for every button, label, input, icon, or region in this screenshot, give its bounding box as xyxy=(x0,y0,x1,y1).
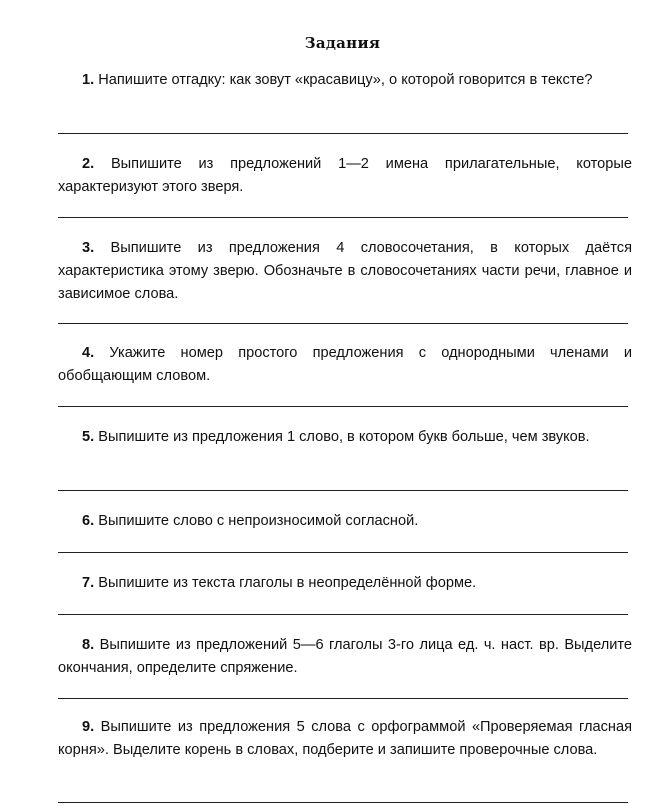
task-3 xyxy=(58,237,632,306)
task-number: 3. xyxy=(82,240,95,256)
task-text: Выпишите из текста глаголы в неопределённой форме. xyxy=(98,575,477,591)
task-number: 2. xyxy=(82,156,95,172)
answer-line[interactable] xyxy=(58,552,628,553)
task-number: 8. xyxy=(82,637,95,653)
task-text: Выпишите слово с непроизносимой согласной. xyxy=(98,513,419,529)
answer-line[interactable] xyxy=(58,802,628,803)
task-4 xyxy=(58,342,632,388)
answer-line[interactable] xyxy=(58,133,628,134)
task-text: Выпишите из предложения 1 слово, в котором букв больше, чем звуков. xyxy=(98,429,590,445)
task-text: Выпишите из предложения 4 словосочетания, в которых даётся характеристика этому зверю. Обозначьте в словосочетаниях части речи, главное и зависимое слова. xyxy=(58,240,632,302)
task-number: 4. xyxy=(82,345,95,361)
task-number: 7. xyxy=(82,575,95,591)
answer-line[interactable] xyxy=(58,698,628,699)
answer-line[interactable] xyxy=(58,614,628,615)
task-7 xyxy=(58,572,632,595)
task-9 xyxy=(58,716,632,762)
task-text: Выпишите из предложения 5 слова с орфограммой «Проверяемая гласная корня». Выделите корень в словах, подберите и запишите проверочные слова. xyxy=(58,719,632,758)
answer-line[interactable] xyxy=(58,323,628,324)
task-text: Выпишите из предложений 5—6 глаголы 3-го лица ед. ч. наст. вр. Выделите окончания, определите спряжение. xyxy=(58,637,633,676)
task-6 xyxy=(58,510,632,533)
task-text: Выпишите из предложений 1—2 имена прилагательные, которые характеризуют этого зверя. xyxy=(58,156,632,195)
task-5 xyxy=(58,426,632,449)
task-text: Укажите номер простого предложения с однородными членами и обобщающим словом. xyxy=(58,345,632,384)
task-number: 6. xyxy=(82,513,95,529)
task-number: 9. xyxy=(82,719,95,735)
task-8 xyxy=(58,634,632,680)
page-title: Задания xyxy=(304,34,381,52)
answer-line[interactable] xyxy=(58,406,628,407)
task-1 xyxy=(58,69,632,92)
answer-line[interactable] xyxy=(58,217,628,218)
task-text: Напишите отгадку: как зовут «красавицу», о которой говорится в тексте? xyxy=(98,72,593,88)
task-number: 1. xyxy=(82,72,95,88)
task-number: 5. xyxy=(82,429,95,445)
task-2 xyxy=(58,153,632,199)
answer-line[interactable] xyxy=(58,490,628,491)
